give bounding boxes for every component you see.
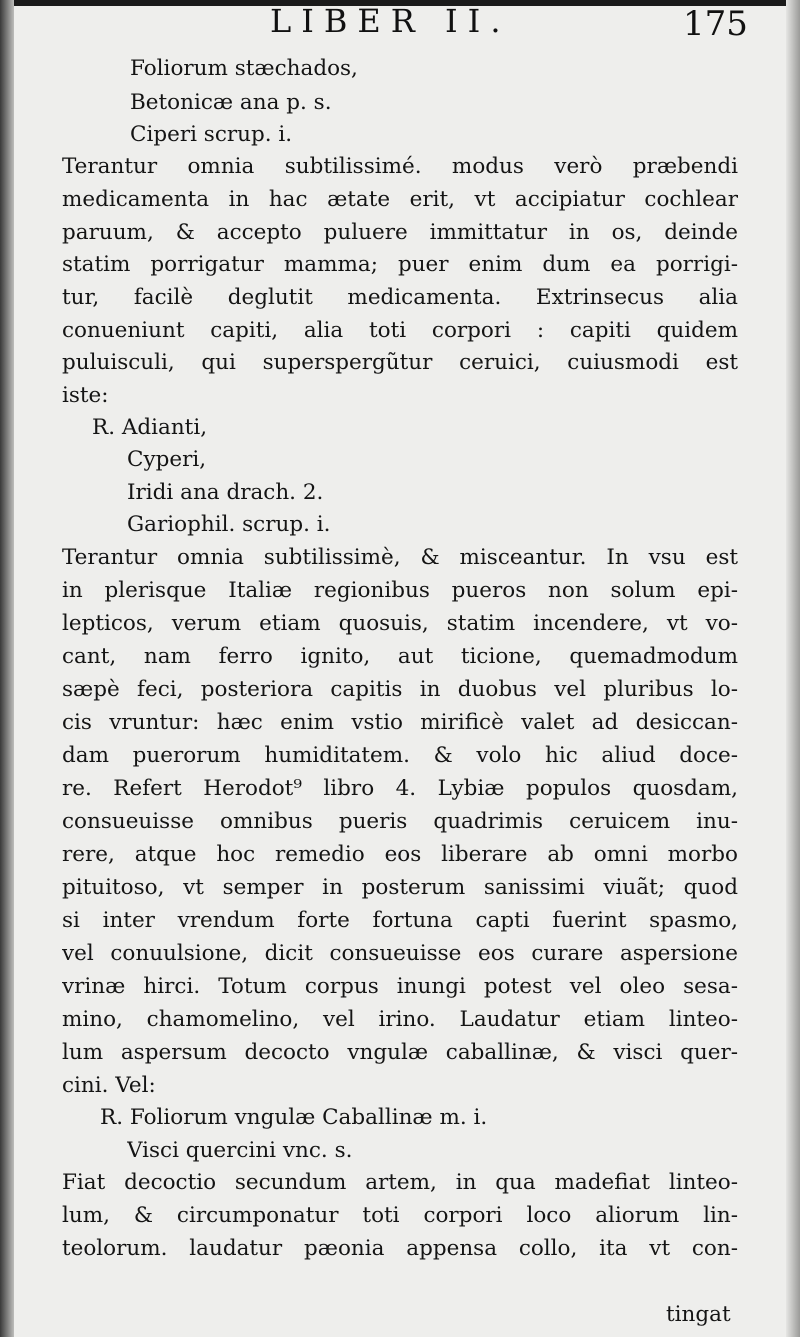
- text-line: Cyperi,: [127, 447, 207, 472]
- text-line: teolorum. laudatur pæonia appensa collo, ita vt con-: [62, 1236, 738, 1261]
- text-line: paruum, & accepto puluere immittatur in os, deinde: [62, 220, 738, 245]
- text-line: statim porrigatur mamma; puer enim dum ea porrigi-: [62, 252, 738, 277]
- text-line: si inter vrendum forte fortuna capti fuerint spasmo,: [62, 908, 738, 933]
- text-line: lepticos, verum etiam quosuis, statim incendere, vt vo-: [62, 611, 738, 636]
- text-line: sæpè feci, posteriora capitis in duobus vel pluribus lo-: [62, 677, 738, 702]
- text-line: iste:: [62, 383, 109, 408]
- text-line: Betonicæ ana p. s.: [130, 90, 332, 115]
- text-line: cant, nam ferro ignito, aut ticione, quemadmodum: [62, 644, 738, 669]
- text-line: Terantur omnia subtilissimè, & misceantur. In vsu est: [62, 545, 738, 570]
- text-line: vel conuulsione, dicit consueuisse eos curare aspersione: [62, 941, 738, 966]
- text-line: dam puerorum humiditatem. & volo hic aliud doce-: [62, 743, 738, 768]
- text-line: Fiat decoctio secundum artem, in qua madefiat linteo-: [62, 1170, 738, 1195]
- text-line: Iridi ana drach. 2.: [127, 480, 324, 505]
- text-line: Gariophil. scrup. i.: [127, 512, 331, 537]
- text-line: in plerisque Italiæ regionibus pueros non solum epi-: [62, 578, 738, 603]
- text-line: tur, facilè deglutit medicamenta. Extrinsecus alia: [62, 285, 738, 310]
- text-line: cini. Vel:: [62, 1073, 156, 1098]
- running-head: LIBER II.: [270, 2, 511, 40]
- text-line: consueuisse omnibus pueris quadrimis ceruicem inu-: [62, 809, 738, 834]
- text-line: vrinæ hirci. Totum corpus inungi potest vel oleo sesa-: [62, 974, 738, 999]
- text-line: R. Adianti,: [92, 415, 208, 440]
- text-line: mino, chamomelino, vel irino. Laudatur etiam linteo-: [62, 1007, 738, 1032]
- catchword: tingat: [666, 1302, 731, 1327]
- page-edge-shadow: [786, 0, 800, 1337]
- text-line: re. Refert Herodot⁹ libro 4. Lybiæ populos quosdam,: [62, 776, 738, 801]
- text-line: pituitoso, vt semper in posterum sanissimi viuãt; quod: [62, 875, 738, 900]
- page-number: 175: [683, 4, 748, 44]
- text-line: medicamenta in hac ætate erit, vt accipiatur cochlear: [62, 187, 738, 212]
- text-line: Foliorum stæchados,: [130, 56, 358, 81]
- page-gutter-shadow: [0, 0, 14, 1337]
- text-line: lum, & circumponatur toti corpori loco aliorum lin-: [62, 1203, 738, 1228]
- text-line: conueniunt capiti, alia toti corpori : capiti quidem: [62, 318, 738, 343]
- text-line: cis vruntur: hæc enim vstio mirificè valet ad desiccan-: [62, 710, 738, 735]
- text-line: puluisculi, qui superspergũtur ceruici, cuiusmodi est: [62, 350, 738, 375]
- text-line: lum aspersum decocto vngulæ caballinæ, & visci quer-: [62, 1040, 738, 1065]
- text-line: Visci quercini vnc. s.: [127, 1138, 353, 1163]
- text-line: Ciperi scrup. i.: [130, 122, 293, 147]
- text-line: R. Foliorum vngulæ Caballinæ m. i.: [100, 1105, 488, 1130]
- text-line: rere, atque hoc remedio eos liberare ab omni morbo: [62, 842, 738, 867]
- text-line: Terantur omnia subtilissimé. modus verò præbendi: [62, 154, 738, 179]
